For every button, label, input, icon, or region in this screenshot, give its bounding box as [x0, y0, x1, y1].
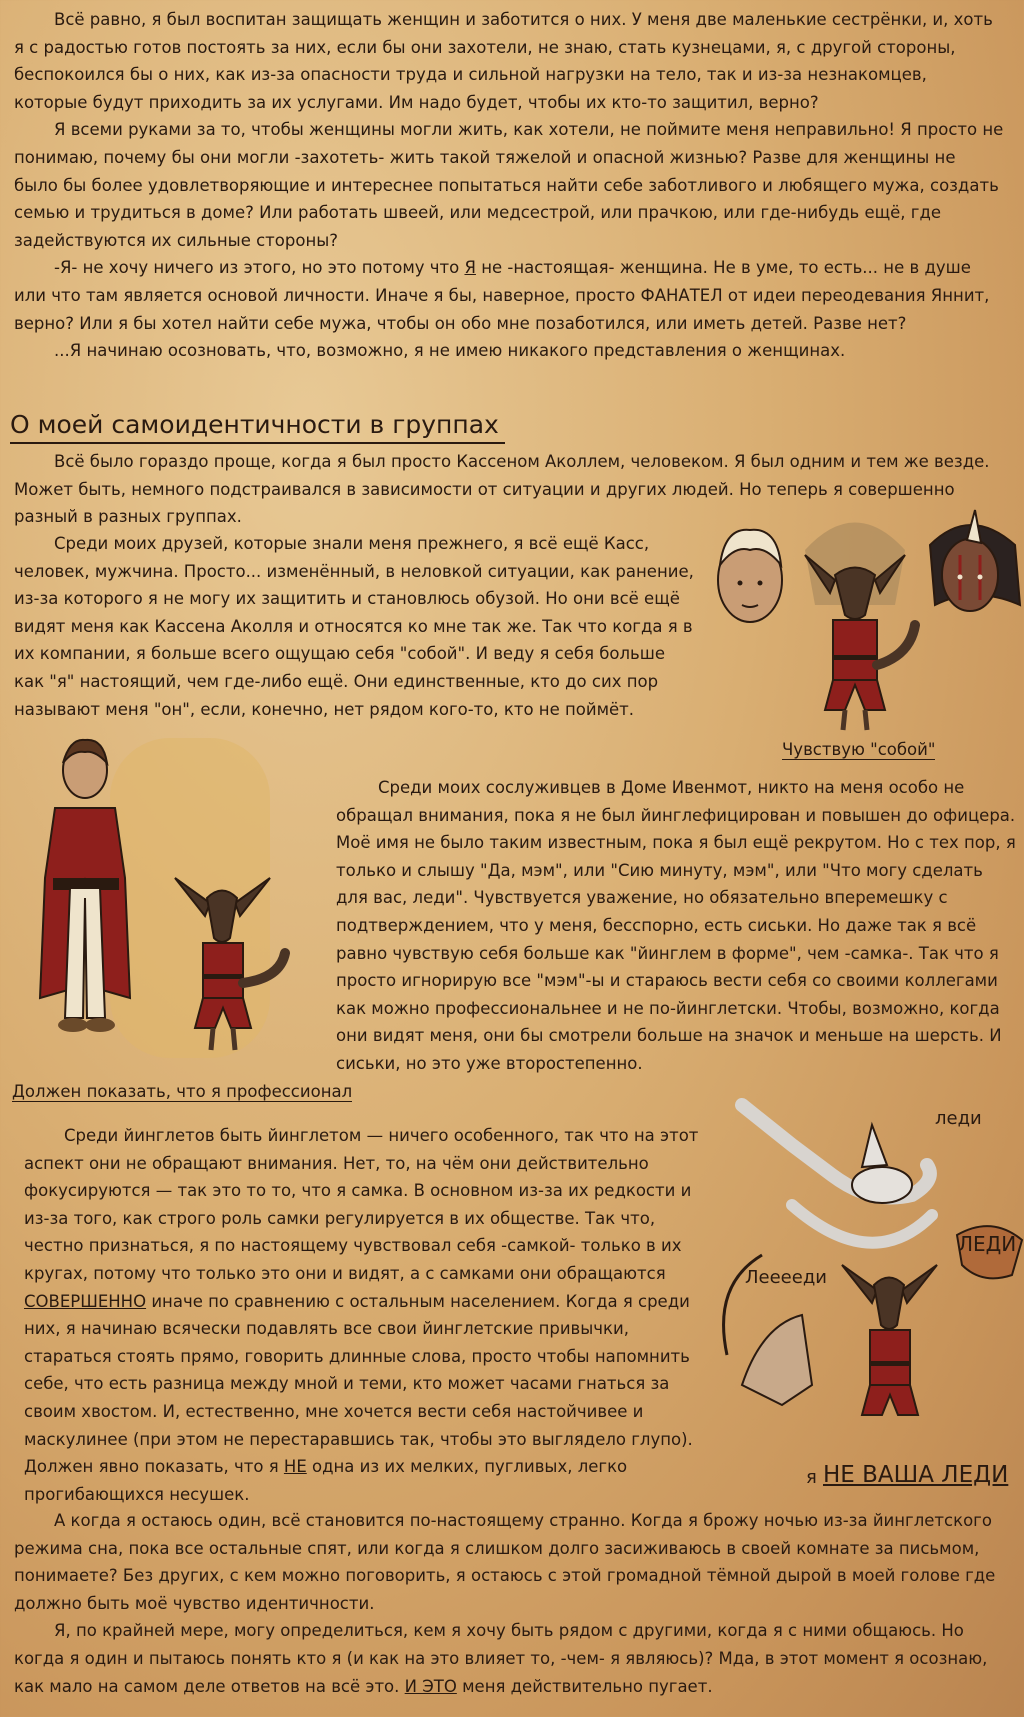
colleagues-text: Среди моих сослуживцев в Доме Ивенмот, никто на меня особо не обращал внимания, пока я не был йинглефицирован и повышен до офицера. Моё имя не было таким известным, пока я был ещё рекрутом. Но с тех пор, я только и слышу "Да, мэм", или "Сию минуту, мэм", или "Что могу сделать для вас, леди". Чувствуется уважение, но обязательно вперемешку с подтверждением, что у меня, бесспорно, есть сиськи. Но даже так я всё равно чувствую себя больше как "йинглем в форме", чем -самка-. Так что я просто игнорирую все "мэм"-ы и стараюсь вести себя со своими коллегами как можно профессиональнее и не по-йинглетски. Чтобы, возможно, когда они видят меня, они бы смотрели больше на значок и меньше на шерсть. И сиськи, но это уже второстепенно.: [336, 778, 1016, 1073]
section-intro: Всё было гораздо проще, когда я был просто Кассеном Аколлем, человеком. Я был одним и тем же везде. Может быть, немного подстраивался в зависимости от ситуации и других людей. Но теперь я совершенно разный в разных группах.: [14, 452, 990, 527]
yinglet-self-figure: [805, 523, 915, 731]
shout-ledi-caps: ЛЕДИ: [958, 1232, 1017, 1256]
paragraph-2: Я всеми руками за то, чтобы женщины могли жить, как хотели, не поймите меня неправильно! Я просто не понимаю, почему бы они могли -захотеть- жить такой тяжелой и опасной жизнью? Разве для женщины не было бы более удовлетворяющие и интереснее попытаться найти себе заботливого и любящего мужа, создать семью и трудиться в доме? Или работать швеей, или медсестрой, или прачкою, или где-нибудь ещё, где задействуются их сильные стороны?: [14, 120, 1004, 250]
paragraph-1: Всё равно, я был воспитан защищать женщин и заботится о них. У меня две маленькие сестрёнки, и, хоть я с радостью готов постоять за них, если бы они захотели, не знаю, стать кузнецами, я, с другой стороны, беспокоился бы о них, как из-за опасности труда и сильной нагрузки на тело, так и из-за незнакомцев, которые будут приходить за их услугами. Им надо будет, чтобы их кто-то защитил, верно?: [14, 10, 993, 112]
section-heading: О моей самоидентичности в группах: [10, 408, 505, 444]
shout-ya: я: [806, 1467, 817, 1488]
colleagues-illustration: [15, 728, 325, 1068]
shout-not-your-lady: НЕ ВАША ЛЕДИ: [823, 1462, 1009, 1488]
final-paragraph: Я, по крайней мере, могу определиться, кем я хочу быть рядом с другими, когда я с ними общаюсь. Но когда я один и пытаюсь понять кто я (и как на это влияет то, -чем- я являюсь)? Мда, в этот момент я осознаю, как мало на самом деле ответов на всё это. И ЭТО меня действительно пугает.: [14, 1621, 988, 1696]
friends-illustration: [705, 505, 1024, 735]
red-coat-yinglet-figure: [842, 1265, 937, 1415]
human-friend-head: [718, 530, 782, 622]
caption-feel-myself: Чувствую "собой": [782, 740, 936, 759]
yinglets-paragraph: Среди йинглетов быть йинглетом — ничего особенного, так что на этот аспект они не обращают внимания. Нет, то, на чём они действительно фокусируются — так это то то, что я самка. В основном из-за их редкости и из-за того, как строго роль самки регулируется в их обществе. Так что, честно признаться, я по настоящему чувствовал себя -самкой- только в их кругах, потому что только это они и видят, а с самками они обращаются СОВЕРШЕННО иначе по сравнению с остальным населением. Когда я среди них, я начинаю всячески подавлять все свои йинглетские привычки, стараться стоять прямо, говорить длинные слова, просто чтобы напомнить себе, что есть разница между мной и теми, кто может часами гнаться за своим хвостом. И, естественно, мне хочется вести себя настойчивее и маскулинее (при этом не перестаравшись так, чтобы это выглядело глупо). Должен явно показать, что я НЕ одна из их мелких, пугливых, легко прогибающихся несушек.: [24, 1126, 699, 1504]
dark-haired-friend-head: [930, 510, 1020, 611]
paragraph-4: ...Я начинаю осозновать, что, возможно, я не имею никакого представления о женщинах.: [54, 341, 846, 361]
pale-yinglet-figure: [742, 1105, 932, 1243]
alone-paragraph: А когда я остаюсь один, всё становится по-настоящему странно. Когда я брожу ночью из-за йинглетского режима сна, пока все остальные спят, или когда я слишком долго засиживаюсь в своей комнате за письмом, понимаете? Без других, с кем можно поговорить, я остаюсь с этой громадной тёмной дырой в моей голове где должно быть моё чувство идентичности.: [14, 1511, 996, 1613]
shout-leeedi: Лееееди: [745, 1267, 827, 1288]
colleagues-paragraph: [336, 774, 1016, 1078]
shout-ledi-small: леди: [935, 1108, 982, 1129]
alone-text-block: [14, 1507, 1009, 1700]
intro-text-block: [14, 6, 1004, 365]
friends-paragraph: Среди моих друзей, которые знали меня прежнего, я всё ещё Касс, человек, мужчина. Просто... изменённый, в неловкой ситуации, как ранение, из-за которого я не могу их защитить и становлюсь обузой. Но они всё ещё видят меня как Кассена Аколля и относятся ко мне так же. Так что когда я в их компании, я больше всего ощущаю себя "собой". И веду я себя больше как "я" настоящий, чем где-либо ещё. Они единственные, кто до сих пор называют меня "он", если, конечно, нет рядом кого-то, кто не поймёт.: [14, 534, 694, 719]
caption-must-show-professional: Должен показать, что я профессионал: [12, 1082, 353, 1101]
paragraph-3: -Я- не хочу ничего из этого, но это потому что Я не -настоящая- женщина. Не в уме, то есть... не в душе или что там является основой личности. Иначе я бы, наверное, просто ФАНАТЕЛ от идеи переодевания Яннит, верно? Или я бы хотел найти себе мужа, чтобы он обо мне позаботился, или иметь детей. Разве нет?: [14, 258, 990, 333]
